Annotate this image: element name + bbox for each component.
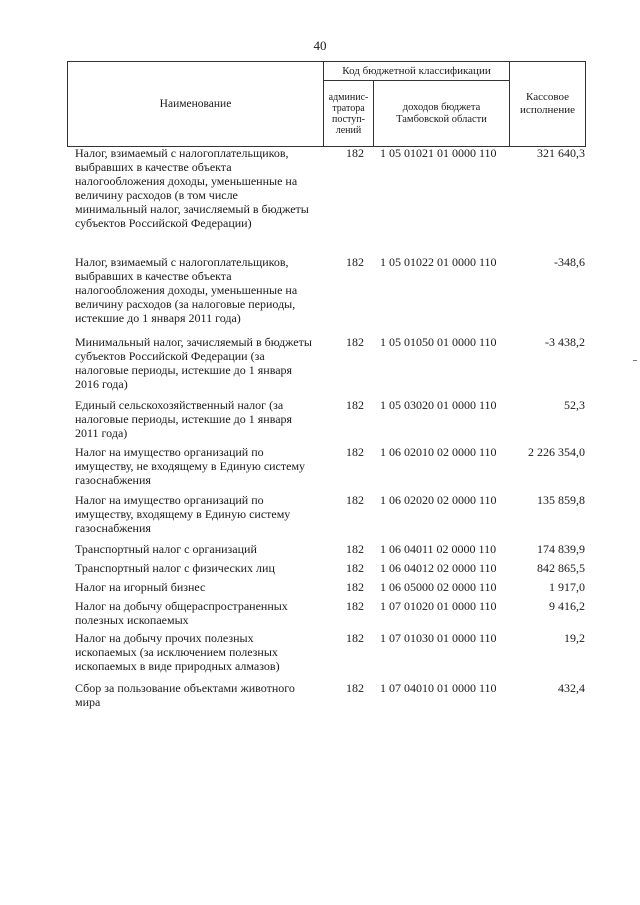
row-kbk-code: 1 05 03020 01 0000 110 [380, 398, 497, 412]
row-admin-code: 182 [346, 580, 364, 594]
row-name: Налог, взимаемый с налогоплательщиков, выбравших в качестве объекта налогообложения доходы, уменьшенные на величину расходов (в том числе минимальный налог, зачисляемый в бюджеты субъектов Российской Федерации) [75, 146, 309, 230]
table-header [67, 61, 586, 147]
row-kbk-code: 1 07 01030 01 0000 110 [380, 631, 497, 645]
row-kbk-code: 1 06 04011 02 0000 110 [380, 542, 497, 556]
row-admin-code: 182 [346, 681, 364, 695]
row-value: 19,2 [564, 631, 585, 645]
header-name: Наименование [68, 62, 324, 147]
row-kbk-code: 1 06 04012 02 0000 110 [380, 561, 497, 575]
row-admin-code: 182 [346, 255, 364, 269]
row-kbk-code: 1 05 01050 01 0000 110 [380, 335, 497, 349]
row-kbk-code: 1 05 01022 01 0000 110 [380, 255, 497, 269]
scan-edge-mark [633, 360, 637, 361]
row-kbk-code: 1 06 02010 02 0000 110 [380, 445, 497, 459]
row-value: -3 438,2 [545, 335, 585, 349]
row-name: Налог, взимаемый с налогоплательщиков, выбравших в качестве объекта налогообложения доходы, уменьшенные на величину расходов (за налоговые периоды, истекшие до 1 января 2011 года) [75, 255, 298, 325]
row-admin-code: 182 [346, 146, 364, 160]
row-value: 842 865,5 [537, 561, 585, 575]
row-admin-code: 182 [346, 542, 364, 556]
row-name: Единый сельскохозяйственный налог (за налоговые периоды, истекшие до 1 января 2011 года) [75, 398, 293, 440]
row-name: Минимальный налог, зачисляемый в бюджеты субъектов Российской Федерации (за налоговые периоды, истекшие до 1 января 2016 года) [75, 335, 312, 391]
header-budget-income: доходов бюджета Тамбовской области [374, 81, 510, 147]
row-kbk-code: 1 06 05000 02 0000 110 [380, 580, 497, 594]
row-name: Налог на имущество организаций по имуществу, входящему в Единую систему газоснабжения [75, 493, 291, 535]
row-admin-code: 182 [346, 398, 364, 412]
row-admin-code: 182 [346, 561, 364, 575]
row-admin-code: 182 [346, 493, 364, 507]
row-kbk-code: 1 05 01021 01 0000 110 [380, 146, 497, 160]
row-name: Транспортный налог с физических лиц [75, 561, 275, 575]
row-name: Налог на имущество организаций по имуществу, не входящему в Единую систему газоснабжения [75, 445, 306, 487]
row-admin-code: 182 [346, 599, 364, 613]
row-name: Налог на добычу общераспространенных полезных ископаемых [75, 599, 288, 627]
row-admin-code: 182 [346, 445, 364, 459]
row-value: 9 416,2 [549, 599, 585, 613]
row-name: Сбор за пользование объектами животного мира [75, 681, 295, 709]
row-admin-code: 182 [346, 335, 364, 349]
header-kbk-group: Код бюджетной классификации [324, 62, 510, 81]
row-name: Налог на добычу прочих полезных ископаемых (за исключением полезных ископаемых в виде природных алмазов) [75, 631, 280, 673]
header-administrator: админис- тратора поступ- лений [324, 81, 374, 147]
row-name: Транспортный налог с организаций [75, 542, 257, 556]
row-kbk-code: 1 06 02020 02 0000 110 [380, 493, 497, 507]
row-value: 321 640,3 [537, 146, 585, 160]
row-kbk-code: 1 07 01020 01 0000 110 [380, 599, 497, 613]
page-number: 40 [313, 38, 327, 53]
row-value: 174 839,9 [537, 542, 585, 556]
row-value: 52,3 [564, 398, 585, 412]
row-admin-code: 182 [346, 631, 364, 645]
row-value: 1 917,0 [549, 580, 585, 594]
header-execution: Кассовое исполнение [510, 62, 586, 147]
row-value: -348,6 [554, 255, 585, 269]
row-value: 2 226 354,0 [528, 445, 585, 459]
row-value: 135 859,8 [537, 493, 585, 507]
row-value: 432,4 [558, 681, 585, 695]
row-kbk-code: 1 07 04010 01 0000 110 [380, 681, 497, 695]
row-name: Налог на игорный бизнес [75, 580, 206, 594]
